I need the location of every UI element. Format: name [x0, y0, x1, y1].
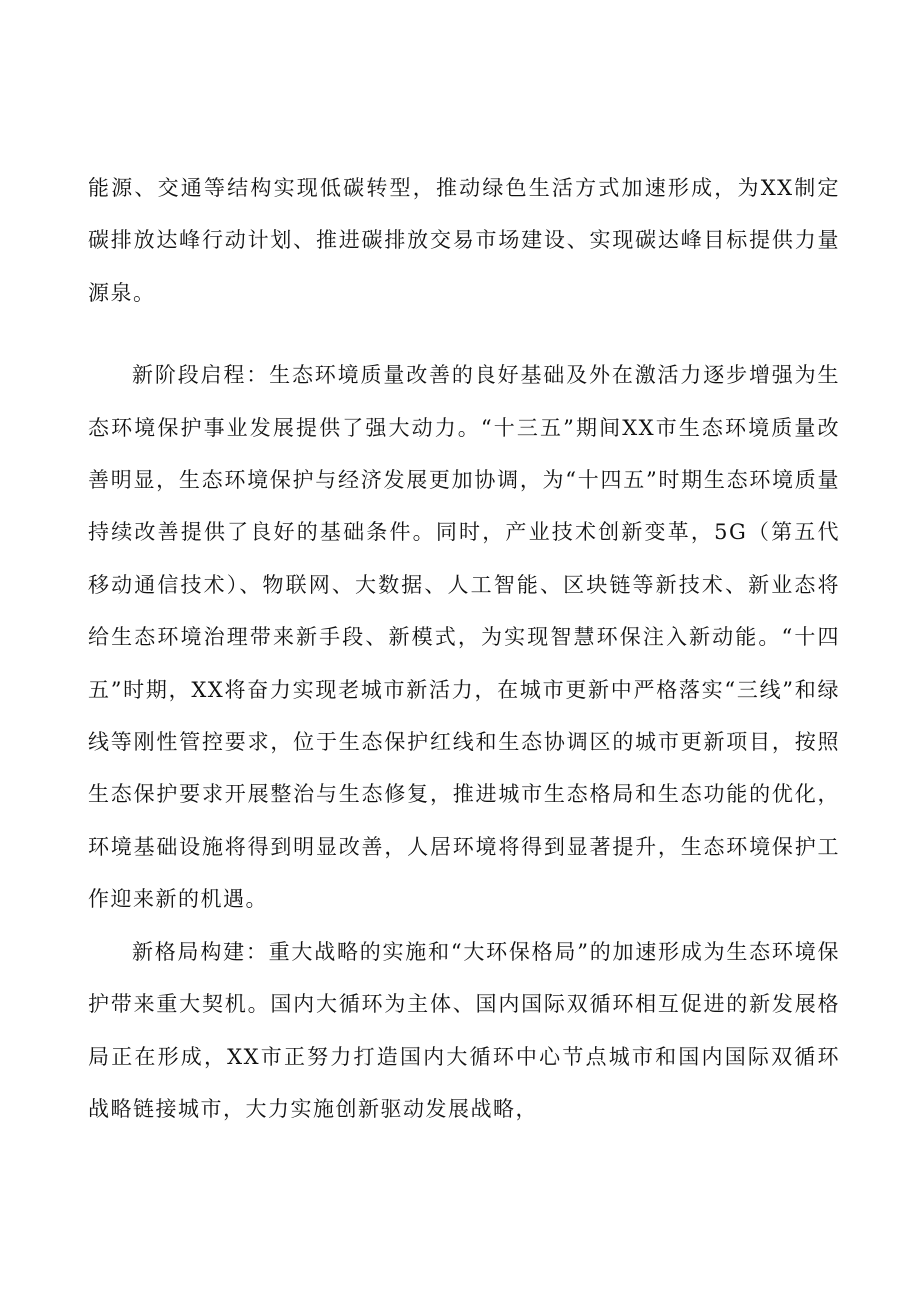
paragraph-3: 新格局构建：重大战略的实施和“大环保格局”的加速形成为生态环境保护带来重大契机。国内大循环为主体、国内国际双循环相互促进的新发展格局正在形成，XX市正努力打造国内大循环中心节点城市和国内国际双循环战略链接城市，大力实施创新驱动发展战略， — [88, 939, 840, 1121]
paragraph-gap — [88, 319, 840, 349]
paragraph-1: 能源、交通等结构实现低碳转型，推动绿色生活方式加速形成，为XX制定碳排放达峰行动计划、推进碳排放交易市场建设、实现碳达峰目标提供力量源泉。 — [88, 176, 840, 305]
paragraph-2: 新阶段启程：生态环境质量改善的良好基础及外在激活力逐步增强为生态环境保护事业发展提供了强大动力。“十三五”期间XX市生态环境质量改善明显，生态环境保护与经济发展更加协调，为“十四五”时期生态环境质量持续改善提供了良好的基础条件。同时，产业技术创新变革，5G（第五代移动通信技术）、物联网、大数据、人工智能、区块链等新技术、新业态将给生态环境治理带来新手段、新模式，为实现智慧环保注入新动能。“十四五”时期，XX将奋力实现老城市新活力，在城市更新中严格落实“三线”和绿线等刚性管控要求，位于生态保护红线和生态协调区的城市更新项目，按照生态保护要求开展整治与生态修复，推进城市生态格局和生态功能的优化，环境基础设施将得到明显改善，人居环境将得到显著提升，生态环境保护工作迎来新的机遇。 — [88, 363, 840, 912]
document-body — [88, 162, 840, 1135]
